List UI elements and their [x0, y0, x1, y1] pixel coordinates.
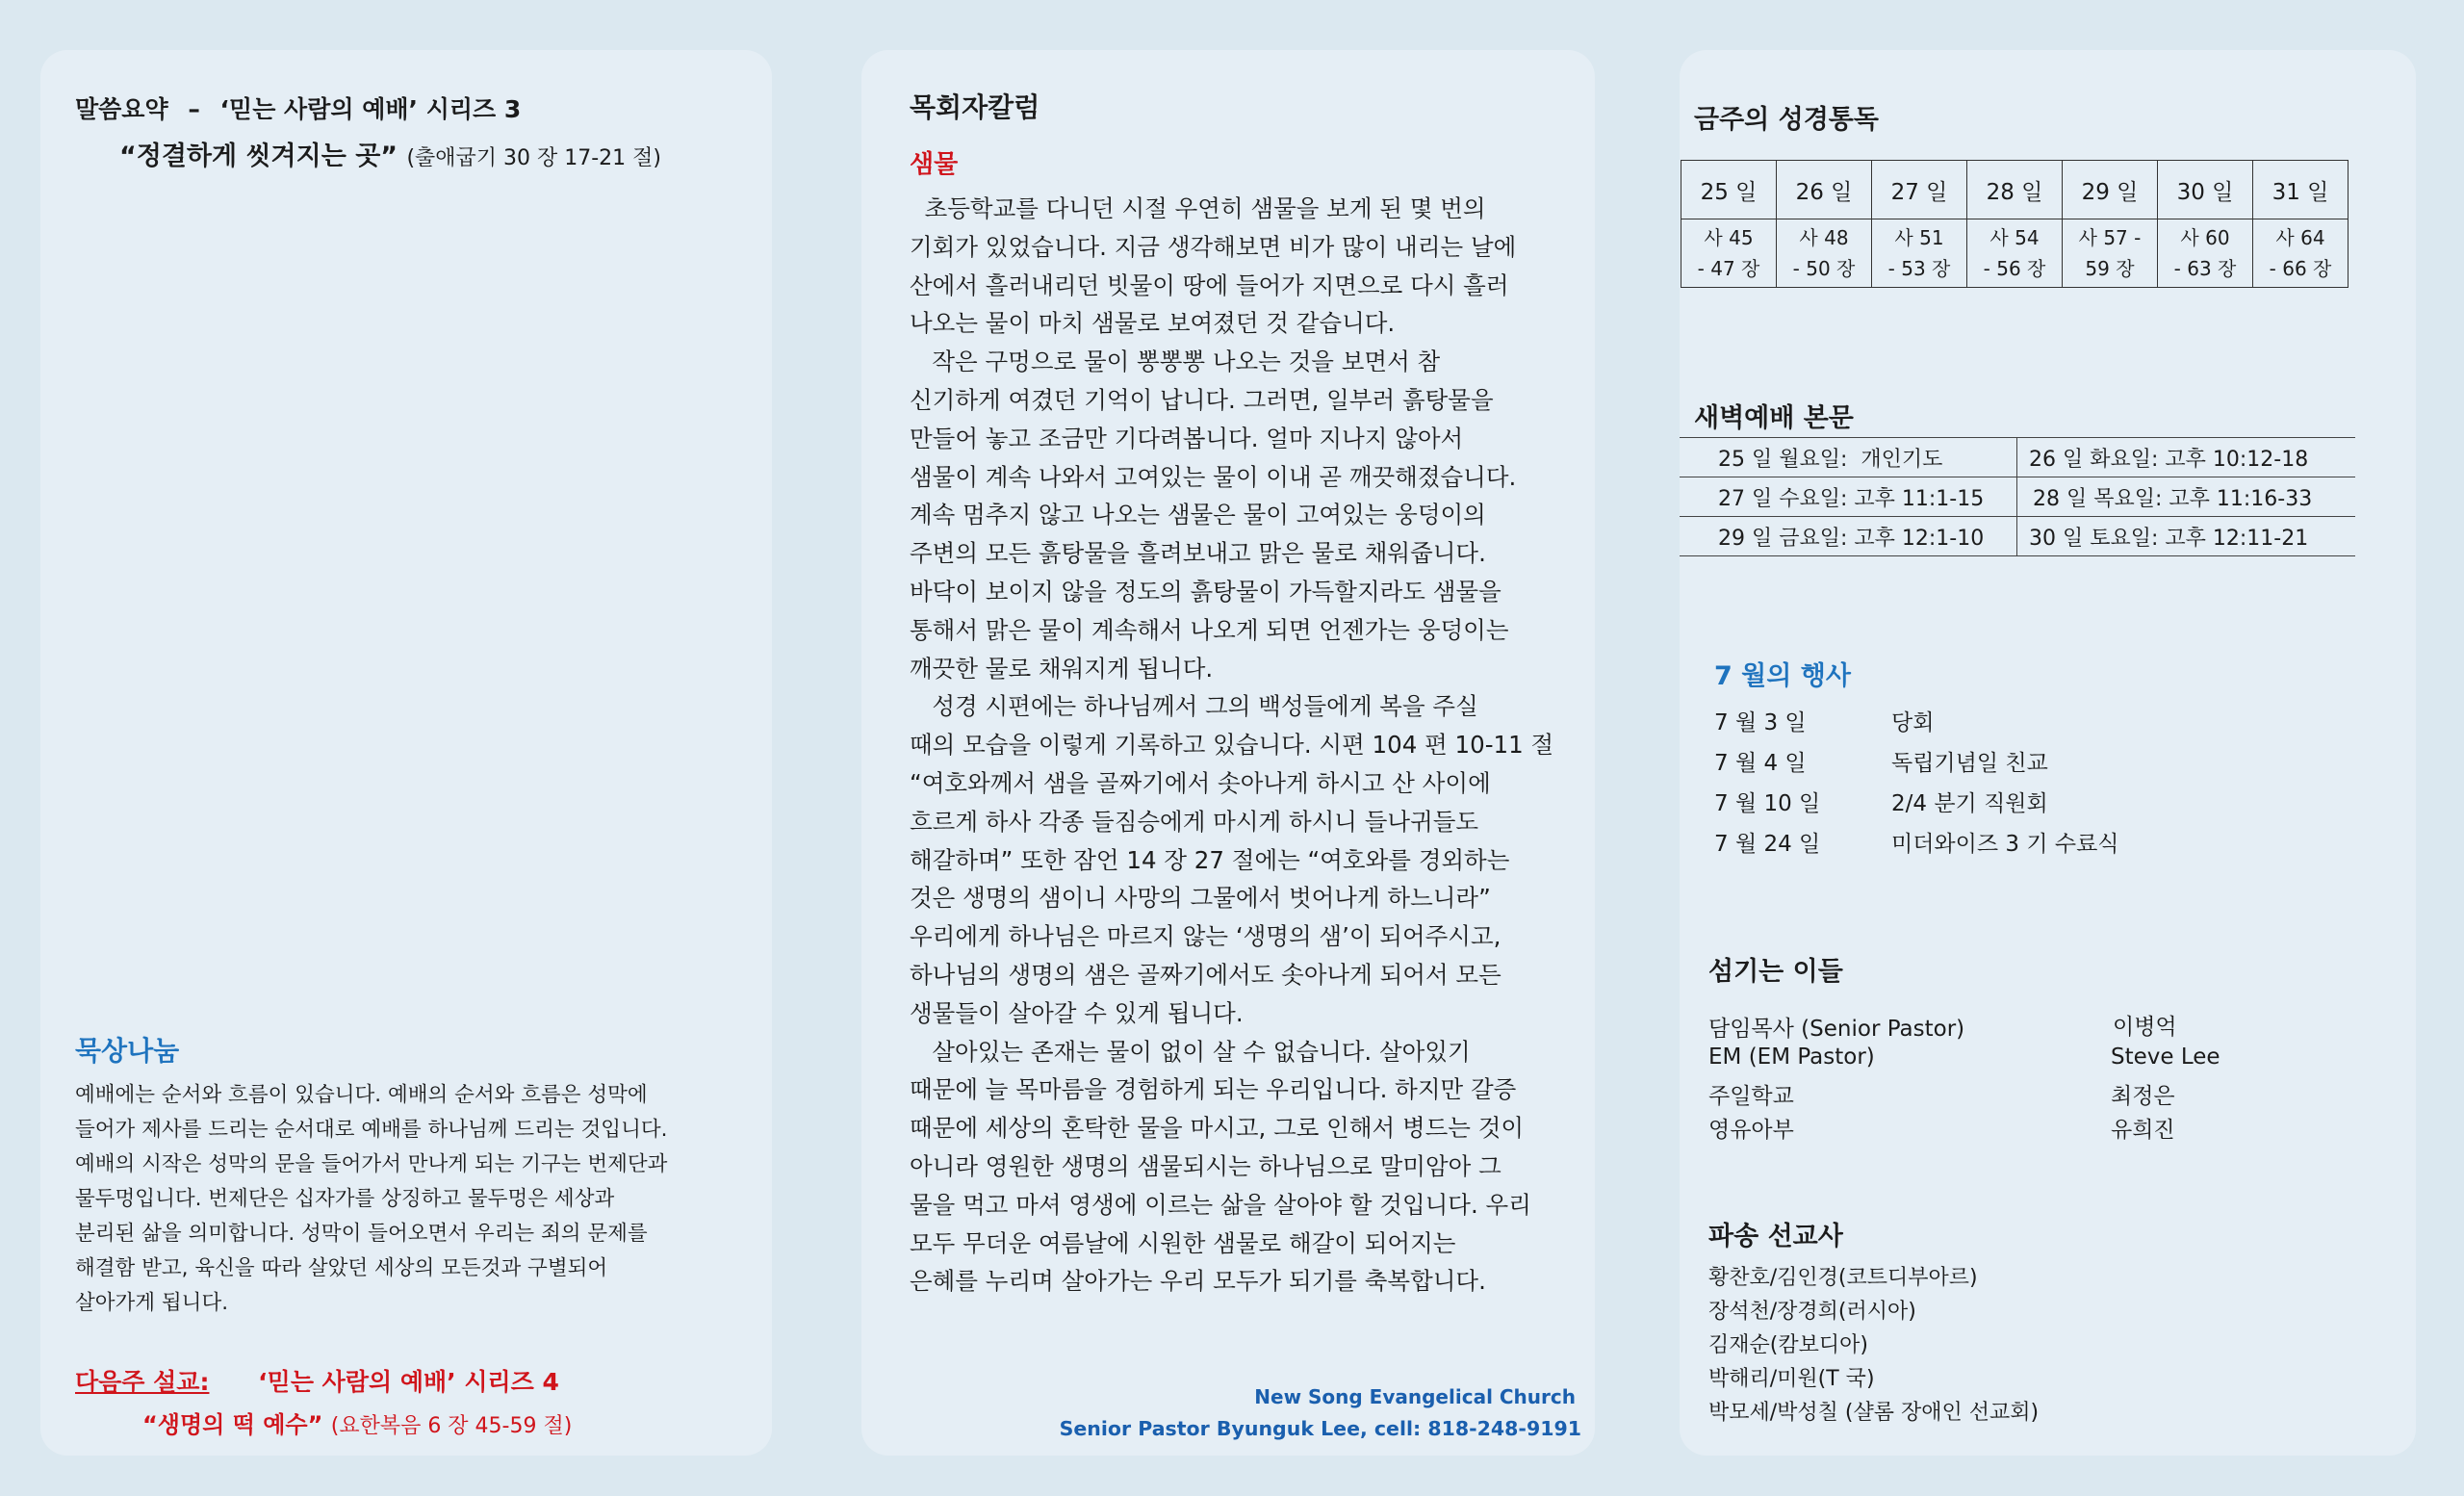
meditation-heading: 묵상나눔	[75, 1035, 180, 1067]
reading-chapter-line: 사 60	[2180, 226, 2230, 249]
reading-day: 27 일	[1872, 161, 1967, 219]
dawn-service-heading: 새벽예배 본문	[1694, 403, 1854, 433]
next-sermon-heading	[75, 1363, 559, 1398]
missionaries-heading: 파송 선교사	[1708, 1222, 1843, 1251]
dawn-row	[1680, 438, 2355, 477]
reading-chapter-line: 사 57 -	[2078, 226, 2142, 249]
events-heading: 7 월의 행사	[1714, 661, 1851, 691]
sermon-summary-heading	[75, 90, 521, 125]
dawn-cell: 28 일 목요일: 고후 11:16-33	[2017, 477, 2356, 517]
servant-name: Steve Lee	[2111, 1045, 2220, 1070]
reading-chapter	[2063, 219, 2158, 288]
meditation-line: 들어가 제사를 드리는 순서대로 예배를 하나님께 드리는 것입니다.	[75, 1118, 668, 1142]
event-item	[1714, 705, 1934, 736]
servant-role: 담임목사 (Senior Pastor)	[1708, 1017, 1965, 1042]
reading-chapter-line: - 47 장	[1697, 257, 1760, 280]
servant-name: 이병억	[2113, 1015, 2177, 1040]
reading-chapter-line: - 53 장	[1887, 257, 1951, 280]
reading-chapter	[2158, 219, 2253, 288]
servants-heading: 섬기는 이들	[1708, 957, 1843, 987]
reading-chapter	[1681, 219, 1777, 288]
column-body	[910, 190, 1574, 1301]
dawn-cell: 26 일 화요일: 고후 10:12-18	[2017, 438, 2356, 477]
column-line: 계속 멈추지 않고 나오는 샘물은 물이 고여있는 웅덩이의	[910, 501, 1486, 529]
meditation-line: 분리된 삶을 의미합니다. 성막이 들어오면서 우리는 죄의 문제를	[75, 1222, 648, 1246]
reading-chapter-line: 사 48	[1799, 226, 1849, 249]
reading-day: 25 일	[1681, 161, 1777, 219]
reading-chapter-line: 사 45	[1704, 226, 1754, 249]
reading-day: 31 일	[2253, 161, 2348, 219]
next-sermon-title: “생명의 떡 예수”	[142, 1411, 323, 1438]
reading-day: 28 일	[1967, 161, 2063, 219]
dawn-cell: 25 일 월요일: 개인기도	[1680, 438, 2017, 477]
column-line: 나오는 물이 마치 샘물로 보여졌던 것 같습니다.	[910, 309, 1396, 338]
missionary-item: 황찬호/김인경(코트디부아르)	[1708, 1266, 1978, 1290]
event-name: 독립기념일 친교	[1891, 751, 2048, 776]
event-name: 당회	[1891, 710, 1935, 735]
column-line: 주변의 모든 흙탕물을 흘려보내고 맑은 물로 채워줍니다.	[910, 539, 1486, 568]
meditation-line: 해결함 받고, 육신을 따라 살았던 세상의 모든것과 구별되어	[75, 1256, 608, 1280]
column-line: 살아있는 존재는 물이 없이 살 수 없습니다. 살아있기	[910, 1037, 1471, 1066]
column-line: 모두 무더운 여름날에 시원한 샘물로 해갈이 되어지는	[910, 1228, 1456, 1257]
event-date: 7 월 10 일	[1714, 791, 1821, 816]
reading-chapter-line: 사 54	[1989, 226, 2040, 249]
column-line: 하나님의 생명의 샘은 골짜기에서도 솟아나게 되어서 모든	[910, 960, 1502, 989]
reading-day: 29 일	[2063, 161, 2158, 219]
pastor-column-panel	[861, 50, 1595, 1456]
sermon-series: ‘믿는 사람의 예배’ 시리즈 3	[219, 95, 522, 123]
column-line: 때의 모습을 이렇게 기록하고 있습니다. 시편 104 편 10-11 절	[910, 731, 1554, 760]
reading-chapter-line: - 50 장	[1792, 257, 1856, 280]
servant-name: 최정은	[2111, 1084, 2175, 1109]
dawn-cell: 30 일 토요일: 고후 12:11-21	[2017, 517, 2356, 556]
sermon-panel	[40, 50, 772, 1456]
column-line: 때문에 늘 목마름을 경험하게 되는 우리입니다. 하지만 갈증	[910, 1075, 1517, 1104]
column-line: “여호와께서 샘을 골짜기에서 솟아나게 하시고 산 사이에	[910, 768, 1491, 797]
event-date: 7 월 24 일	[1714, 832, 1821, 857]
event-item	[1714, 745, 2048, 777]
bible-reading-heading: 금주의 성경통독	[1694, 105, 1879, 135]
column-line: 성경 시편에는 하나님께서 그의 백성들에게 복을 주실	[910, 692, 1478, 721]
column-line: 기회가 있었습니다. 지금 생각해보면 비가 많이 내리는 날에	[910, 232, 1517, 261]
dawn-cell: 27 일 수요일: 고후 11:1-15	[1680, 477, 2017, 517]
dawn-row	[1680, 517, 2355, 556]
column-line: 우리에게 하나님은 마르지 않는 ‘생명의 샘’이 되어주시고,	[910, 922, 1502, 951]
column-line: 아니라 영원한 생명의 샘물되시는 하나님으로 말미암아 그	[910, 1151, 1502, 1180]
column-line: 생물들이 살아갈 수 있게 됩니다.	[910, 998, 1244, 1027]
reading-chapter-line: 사 51	[1894, 226, 1944, 249]
column-line: 신기하게 여겼던 기억이 납니다. 그러면, 일부러 흙탕물을	[910, 385, 1494, 414]
column-line: 산에서 흘러내리던 빗물이 땅에 들어가 지면으로 다시 흘러	[910, 271, 1509, 299]
sermon-label: 말씀요약	[75, 95, 168, 123]
sermon-title-line	[119, 135, 661, 172]
next-sermon-title-line	[142, 1406, 572, 1439]
meditation-line: 물두멍입니다. 번제단은 십자가를 상징하고 물두멍은 세상과	[75, 1187, 615, 1211]
event-date: 7 월 4 일	[1714, 751, 1807, 776]
servant-role: EM (EM Pastor)	[1708, 1045, 1875, 1070]
pastor-contact: Senior Pastor Byunguk Lee, cell: 818-248-9191	[1059, 1417, 1581, 1440]
event-name: 미더와이즈 3 기 수료식	[1891, 832, 2119, 857]
event-date: 7 월 3 일	[1714, 710, 1807, 735]
reading-chapter	[2253, 219, 2348, 288]
column-subtitle: 샘물	[910, 150, 959, 179]
reading-chapter-line: - 56 장	[1983, 257, 2046, 280]
column-line: 샘물이 계속 나와서 고여있는 물이 이내 곧 깨끗해졌습니다.	[910, 462, 1517, 491]
reading-chapter	[1872, 219, 1967, 288]
event-item	[1714, 786, 2048, 817]
column-line: 만들어 놓고 조금만 기다려봅니다. 얼마 지나지 않아서	[910, 424, 1464, 452]
missionary-item: 김재순(캄보디아)	[1708, 1333, 1868, 1357]
reading-chapter	[1967, 219, 2063, 288]
missionary-item: 장석천/장경희(러시아)	[1708, 1300, 1916, 1324]
meditation-line: 예배에는 순서와 흐름이 있습니다. 예배의 순서와 흐름은 성막에	[75, 1083, 648, 1107]
servant-role: 주일학교	[1708, 1084, 1794, 1109]
column-line: 깨끗한 물로 채워지게 됩니다.	[910, 654, 1214, 683]
meditation-body	[75, 1078, 749, 1321]
reading-chapter-line: 59 장	[2085, 257, 2135, 280]
bible-reading-table	[1681, 160, 2348, 288]
sermon-title: “정결하게 씻겨지는 곳”	[119, 142, 398, 171]
column-line: 작은 구멍으로 물이 뽕뽕뽕 나오는 것을 보면서 참	[910, 348, 1441, 376]
column-line: 통해서 맑은 물이 계속해서 나오게 되면 언젠가는 웅덩이는	[910, 615, 1509, 644]
reading-chapters-row	[1681, 219, 2348, 288]
church-name: New Song Evangelical Church	[1254, 1385, 1576, 1408]
missionary-item: 박해리/미원(T 국)	[1708, 1367, 1875, 1391]
event-name: 2/4 분기 직원회	[1891, 791, 2048, 816]
column-line: 초등학교를 다니던 시절 우연히 샘물을 보게 된 몇 번의	[910, 194, 1486, 222]
dawn-row	[1680, 477, 2355, 517]
dawn-cell: 29 일 금요일: 고후 12:1-10	[1680, 517, 2017, 556]
column-line: 흐르게 하사 각종 들짐승에게 마시게 하시니 들나귀들도	[910, 807, 1479, 836]
column-line: 바닥이 보이지 않을 정도의 흙탕물이 가득할지라도 샘물을	[910, 577, 1502, 606]
reading-chapter-line: - 66 장	[2269, 257, 2332, 280]
event-item	[1714, 826, 2119, 858]
reading-chapter-line: - 63 장	[2173, 257, 2237, 280]
servant-name: 유희진	[2111, 1118, 2175, 1143]
column-line: 해갈하며” 또한 잠언 14 장 27 절에는 “여호와를 경외하는	[910, 845, 1510, 874]
missionary-item: 박모세/박성칠 (샬롬 장애인 선교회)	[1708, 1401, 2040, 1425]
column-heading: 목회자칼럼	[910, 91, 1040, 123]
sermon-dash: –	[188, 95, 200, 123]
reading-day: 30 일	[2158, 161, 2253, 219]
meditation-line: 살아가게 됩니다.	[75, 1291, 229, 1315]
dawn-service-table	[1680, 437, 2355, 556]
sermon-reference: (출애굽기 30 장 17-21 절)	[406, 146, 662, 170]
reading-days-row	[1681, 161, 2348, 219]
column-line: 것은 생명의 샘이니 사망의 그물에서 벗어나게 하느니라”	[910, 884, 1491, 913]
reading-day: 26 일	[1777, 161, 1872, 219]
info-panel	[1680, 50, 2416, 1456]
next-sermon-reference: (요한복음 6 장 45-59 절)	[330, 1414, 573, 1438]
column-line: 물을 먹고 마셔 영생에 이르는 삶을 살아야 할 것입니다. 우리	[910, 1190, 1531, 1219]
column-line: 때문에 세상의 혼탁한 물을 마시고, 그로 인해서 병드는 것이	[910, 1114, 1525, 1143]
meditation-line: 예배의 시작은 성막의 문을 들어가서 만나게 되는 기구는 번제단과	[75, 1152, 668, 1176]
reading-chapter-line: 사 64	[2275, 226, 2325, 249]
next-sermon-label: 다음주 설교:	[75, 1368, 210, 1396]
servant-role: 영유아부	[1708, 1118, 1794, 1143]
column-line: 은혜를 누리며 살아가는 우리 모두가 되기를 축복합니다.	[910, 1267, 1486, 1296]
next-sermon-series: ‘믿는 사람의 예배’ 시리즈 4	[258, 1368, 559, 1396]
reading-chapter	[1777, 219, 1872, 288]
